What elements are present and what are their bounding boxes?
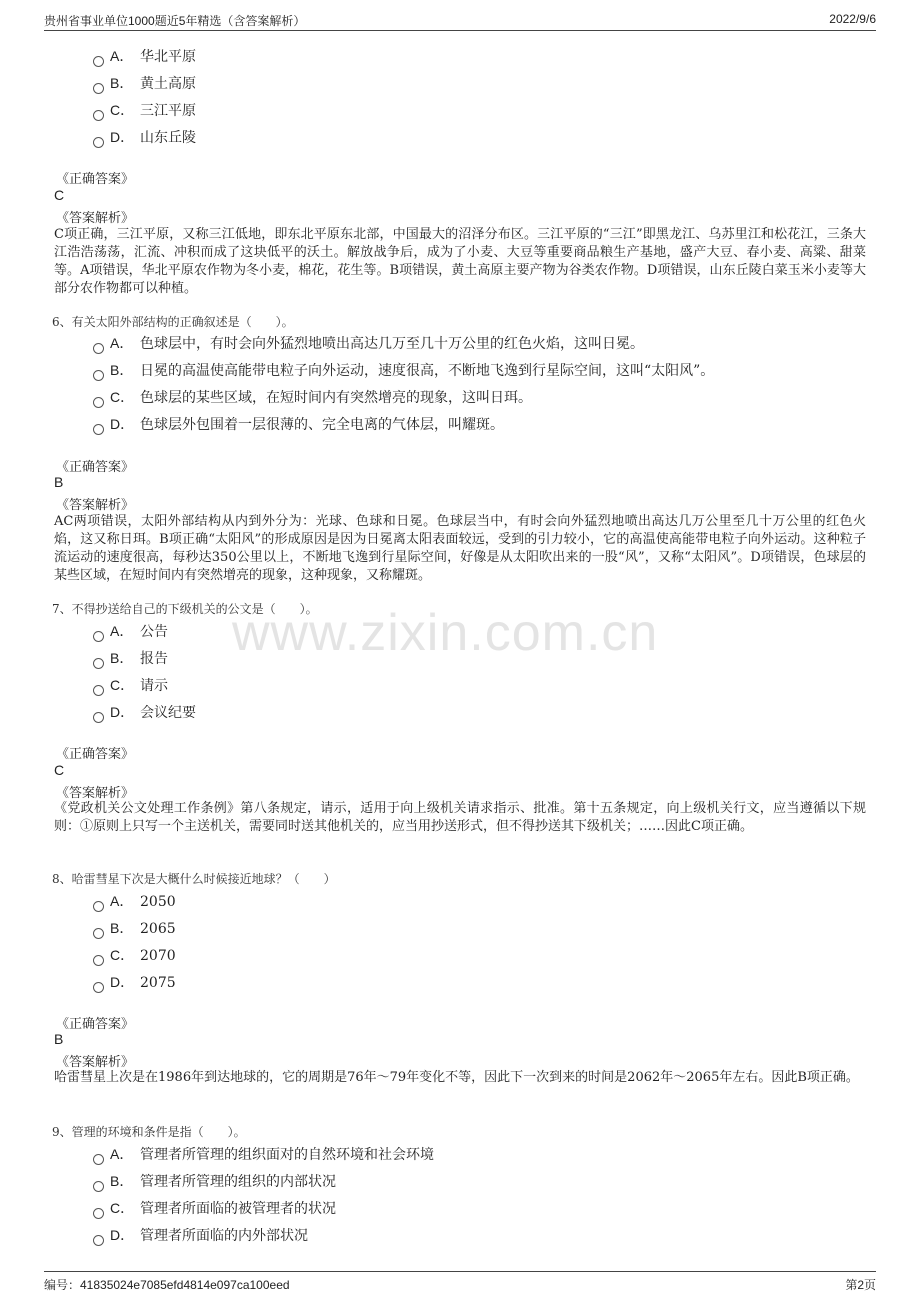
radio-icon[interactable] (93, 1208, 104, 1219)
radio-icon[interactable] (93, 56, 104, 67)
q6-option-b[interactable]: B． 日冕的高温使高能带电粒子向外运动，速度很高，不断地飞逸到行星际空间，这叫“太阳风”。 (93, 360, 714, 380)
q8-option-b[interactable]: B． 2065 (93, 918, 176, 938)
radio-icon[interactable] (93, 83, 104, 94)
q5-analysis: C项正确，三江平原，又称三江低地，即东北平原东北部，中国最大的沼泽分布区。三江平原的“三江”即黑龙江、乌苏里江和松花江，三条大江浩浩荡荡，汇流、冲积而成了这块低平的沃土。解放战争后，成为了小麦、大豆等重要商品粮生产基地，盛产大豆、春小麦、高粱、甜菜等。A项错误，华北平原农作物为冬小麦，棉花，花生等。B项错误，黄土高原主要产物为谷类农作物。D项错误，山东丘陵白菜玉米小麦等大部分农作物都可以种植。 (54, 227, 866, 296)
q6-option-a[interactable]: A． 色球层中，有时会向外猛烈地喷出高达几万至几十万公里的红色火焰，这叫日冕。 (93, 333, 644, 353)
q9-option-a[interactable]: A． 管理者所管理的组织面对的自然环境和社会环境 (93, 1144, 434, 1164)
radio-icon[interactable] (93, 712, 104, 723)
page-footer (44, 1271, 876, 1294)
q8-option-a[interactable]: A． 2050 (93, 891, 176, 911)
q8-analysis: 哈雷彗星上次是在1986年到达地球的，它的周期是76年～79年变化不等，因此下一次到来的时间是2062年～2065年左右。因此B项正确。 (54, 1070, 859, 1085)
radio-icon[interactable] (93, 658, 104, 669)
q6-question: 6、有关太阳外部结构的正确叙述是（ ）。 (52, 315, 294, 329)
radio-icon[interactable] (93, 137, 104, 148)
q5-option-b[interactable]: B． 黄土高原 (93, 73, 196, 93)
q9-question: 9、管理的环境和条件是指（ ）。 (52, 1125, 246, 1139)
q8-answer: B (54, 1031, 64, 1047)
analysis-label: 《答案解析》 (56, 1055, 135, 1070)
radio-icon[interactable] (93, 343, 104, 354)
q7-option-b[interactable]: B． 报告 (93, 648, 168, 668)
radio-icon[interactable] (93, 1181, 104, 1192)
answer-label: 《正确答案》 (56, 1017, 135, 1032)
radio-icon[interactable] (93, 397, 104, 408)
radio-icon[interactable] (93, 631, 104, 642)
q7-option-c[interactable]: C． 请示 (93, 675, 168, 695)
q5-answer: C (54, 187, 65, 203)
q9-option-c[interactable]: C． 管理者所面临的被管理者的状况 (93, 1198, 336, 1218)
radio-icon[interactable] (93, 424, 104, 435)
radio-icon[interactable] (93, 901, 104, 912)
q9-option-d[interactable]: D． 管理者所面临的内外部状况 (93, 1225, 308, 1245)
q6-analysis: AC两项错误，太阳外部结构从内到外分为：光球、色球和日冕。色球层当中，有时会向外猛烈地喷出高达几万公里至几十万公里的红色火焰，这又称日珥。B项正确“太阳风”的形成原因是因为日冕离太阳表面较远，受到的引力较小，它的高温使高能带电粒子向外运动。这种粒子流运动的速度很高，每秒达350公里以上，不断地飞逸到行星际空间，好像是从太阳吹出来的一股“风”，又称“太阳风”。D项错误，色球层的某些区域，在短时间内有突然增亮的现象，这种现象，又称耀斑。 (54, 514, 866, 583)
watermark: www.zixin.com.cn (232, 604, 659, 662)
radio-icon[interactable] (93, 955, 104, 966)
answer-label: 《正确答案》 (56, 460, 135, 475)
q7-option-a[interactable]: A． 公告 (93, 621, 168, 641)
radio-icon[interactable] (93, 928, 104, 939)
analysis-label: 《答案解析》 (56, 498, 135, 513)
analysis-label: 《答案解析》 (56, 786, 135, 801)
q7-analysis: 《党政机关公文处理工作条例》第八条规定，请示，适用于向上级机关请求指示、批准。第十五条规定，向上级机关行文，应当遵循以下规则：①原则上只写一个主送机关，需要同时送其他机关的，应当用抄送形式，但不得抄送其下级机关；……因此C项正确。 (54, 801, 866, 834)
page-header (44, 8, 876, 31)
q8-question: 8、哈雷彗星下次是大概什么时候接近地球？（ ） (52, 872, 336, 886)
q7-option-d[interactable]: D． 会议纪要 (93, 702, 196, 722)
q7-answer: C (54, 762, 65, 778)
document-title: 贵州省事业单位1000题近5年精选（含答案解析） (44, 14, 306, 28)
document-code: 编号：41835024e7085efd4814e097ca100eed (44, 1278, 290, 1292)
analysis-label: 《答案解析》 (56, 211, 135, 226)
radio-icon[interactable] (93, 982, 104, 993)
radio-icon[interactable] (93, 1154, 104, 1165)
q9-option-b[interactable]: B． 管理者所管理的组织的内部状况 (93, 1171, 336, 1191)
radio-icon[interactable] (93, 110, 104, 121)
q5-option-d[interactable]: D． 山东丘陵 (93, 127, 196, 147)
q8-option-c[interactable]: C． 2070 (93, 945, 176, 965)
radio-icon[interactable] (93, 685, 104, 696)
q5-option-c[interactable]: C． 三江平原 (93, 100, 196, 120)
q8-option-d[interactable]: D． 2075 (93, 972, 176, 992)
answer-label: 《正确答案》 (56, 747, 135, 762)
q7-question: 7、不得抄送给自己的下级机关的公文是（ ）。 (52, 602, 318, 616)
q6-answer: B (54, 474, 64, 490)
q5-option-a[interactable]: A． 华北平原 (93, 46, 196, 66)
q6-option-c[interactable]: C． 色球层的某些区域，在短时间内有突然增亮的现象，这叫日珥。 (93, 387, 532, 407)
page-number: 第2页 (845, 1278, 876, 1292)
radio-icon[interactable] (93, 1235, 104, 1246)
radio-icon[interactable] (93, 370, 104, 381)
document-date: 2022/9/6 (829, 12, 876, 26)
answer-label: 《正确答案》 (56, 172, 135, 187)
q6-option-d[interactable]: D． 色球层外包围着一层很薄的、完全电离的气体层，叫耀斑。 (93, 414, 504, 434)
